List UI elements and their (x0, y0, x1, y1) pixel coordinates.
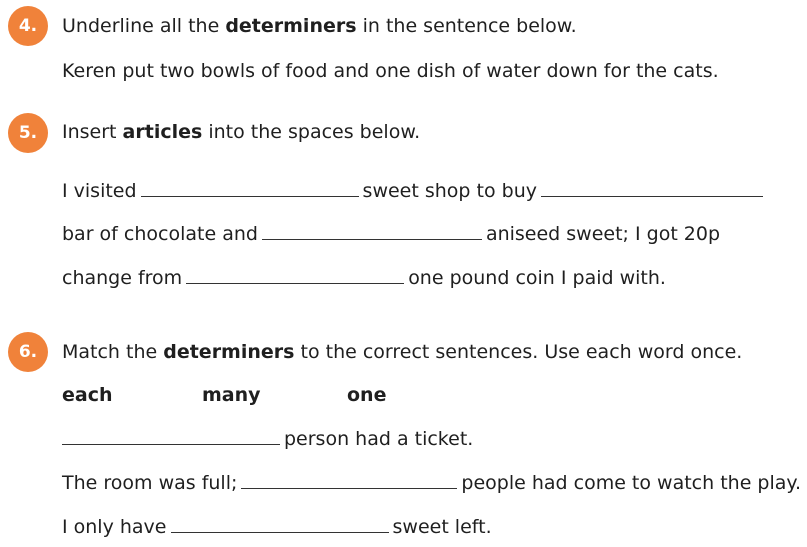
answer-blank[interactable] (262, 238, 482, 240)
sentence-line (62, 427, 473, 451)
question-prompt (62, 14, 577, 38)
sentence-text: I visited (62, 180, 137, 202)
sentence-line (62, 266, 666, 290)
answer-blank[interactable] (171, 531, 389, 533)
sentence-line (62, 515, 492, 539)
sentence-text: sweet shop to buy (362, 180, 537, 202)
prompt-text: Match the (62, 341, 164, 363)
word-option-each[interactable]: each (62, 384, 113, 406)
sentence-text: bar of chocolate and (62, 223, 258, 245)
prompt-text: Insert (62, 121, 123, 143)
question-prompt (62, 120, 420, 144)
sentence-text: person had a ticket. (284, 428, 474, 450)
prompt-keyword: articles (122, 121, 203, 143)
answer-blank[interactable] (141, 195, 359, 197)
sentence-line (62, 179, 767, 203)
sentence-text: one pound coin I paid with. (408, 267, 666, 289)
question-number: 4. (18, 16, 38, 36)
sentence-text: people had come to watch the play. (461, 472, 801, 494)
word-option-one[interactable]: one (347, 384, 387, 406)
prompt-text: Underline all the (62, 15, 226, 37)
answer-blank[interactable] (541, 195, 763, 197)
prompt-keyword: determiners (163, 341, 295, 363)
question-number-badge (8, 113, 48, 153)
sentence-text: I only have (62, 516, 167, 538)
question-prompt (62, 340, 742, 364)
sentence-text: aniseed sweet; I got 20p (485, 223, 721, 245)
prompt-text: into the spaces below. (202, 121, 421, 143)
sentence[interactable]: Keren put two bowls of food and one dish of water down for the cats. (62, 60, 719, 82)
answer-blank[interactable] (186, 282, 404, 284)
answer-blank[interactable] (62, 443, 280, 445)
sentence-text: The room was full; (62, 472, 238, 494)
prompt-text: in the sentence below. (356, 15, 577, 37)
sentence-line (62, 222, 720, 246)
question-number-badge (8, 332, 48, 372)
sentence-line (62, 471, 801, 495)
question-number: 5. (18, 123, 38, 143)
question-number: 6. (18, 342, 38, 362)
sentence-text: change from (62, 267, 183, 289)
sentence-text: sweet left. (392, 516, 492, 538)
prompt-text: to the correct sentences. Use each word once. (294, 341, 743, 363)
word-option-many[interactable]: many (202, 384, 261, 406)
answer-blank[interactable] (241, 487, 457, 489)
question-number-badge (8, 6, 48, 46)
prompt-keyword: determiners (225, 15, 357, 37)
